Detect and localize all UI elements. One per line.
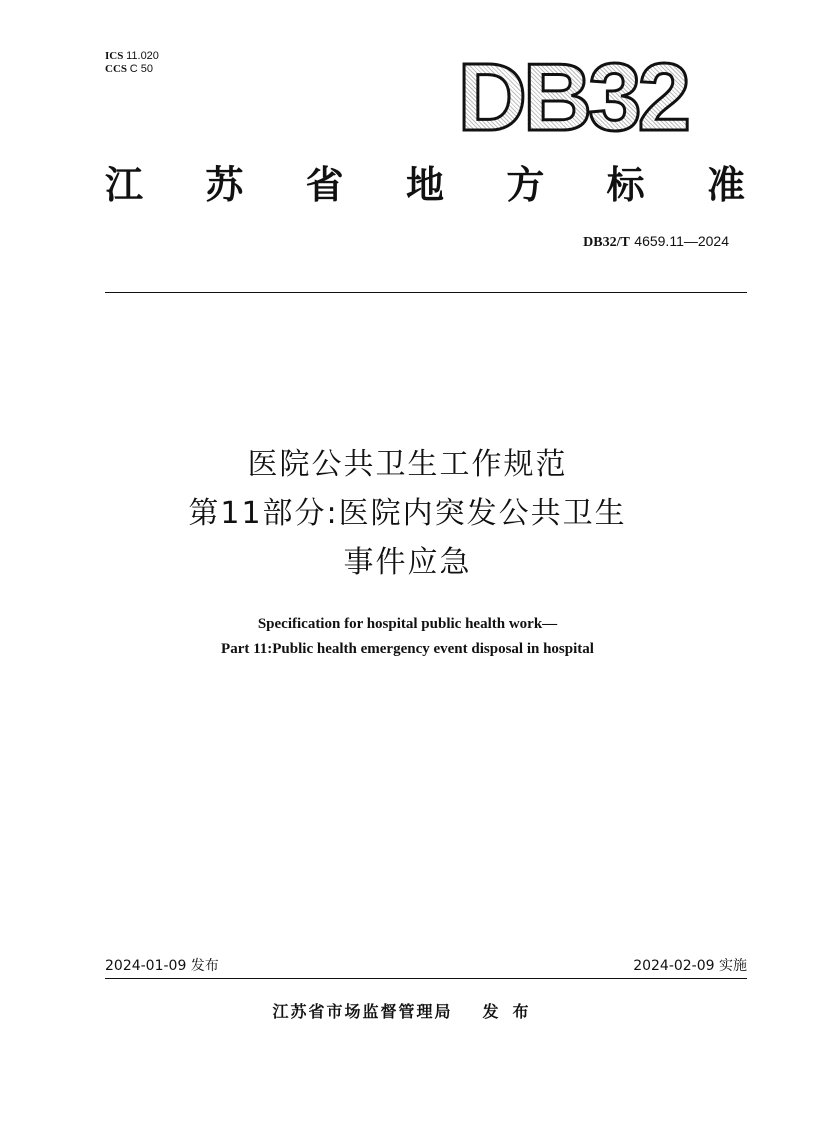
standard-type-char: 方: [506, 163, 545, 207]
issue-date: 2024-01-09 发布: [105, 958, 219, 974]
ccs-label: CCS: [105, 63, 128, 75]
standard-number: [583, 232, 729, 252]
footer-divider: [105, 978, 747, 979]
classification-codes: [105, 50, 159, 76]
ccs-code: [105, 63, 159, 76]
standard-type-heading: [105, 160, 745, 210]
standard-type-char: 省: [305, 163, 344, 207]
english-title-line: Part 11:Public health emergency event disposal in hospital: [221, 641, 594, 657]
standard-type-char: 地: [405, 163, 444, 207]
issuer-name: 江苏省市场监督管理局: [272, 1002, 453, 1021]
standard-type-char: 标: [606, 163, 645, 207]
implementation-date: 2024-02-09 实施: [633, 958, 747, 974]
english-title-line: Specification for hospital public health work—: [257, 616, 558, 632]
standard-type-char: 苏: [205, 163, 244, 207]
ics-code: [105, 50, 159, 63]
chinese-title-line: 事件应急: [343, 545, 472, 580]
issuer: [0, 1000, 815, 1024]
chinese-title-line: 第11部分:医院内突发公共卫生: [188, 496, 627, 531]
chinese-title-line: 医院公共卫生工作规范: [247, 447, 568, 482]
english-title: [0, 612, 815, 662]
ics-value: 11.020: [126, 50, 159, 62]
ics-label: ICS: [105, 50, 124, 62]
header-divider: [105, 292, 747, 293]
standard-type-char: 准: [706, 163, 745, 207]
chinese-title: [0, 440, 815, 587]
standard-number-prefix: DB32/T: [583, 235, 630, 250]
standard-number-value: 4659.11—2024: [634, 233, 729, 249]
ccs-value: C 50: [129, 63, 154, 75]
issuer-action: 发布: [482, 1002, 543, 1021]
standard-type-char: 江: [105, 163, 144, 207]
db32-logo: DB32: [457, 44, 687, 151]
